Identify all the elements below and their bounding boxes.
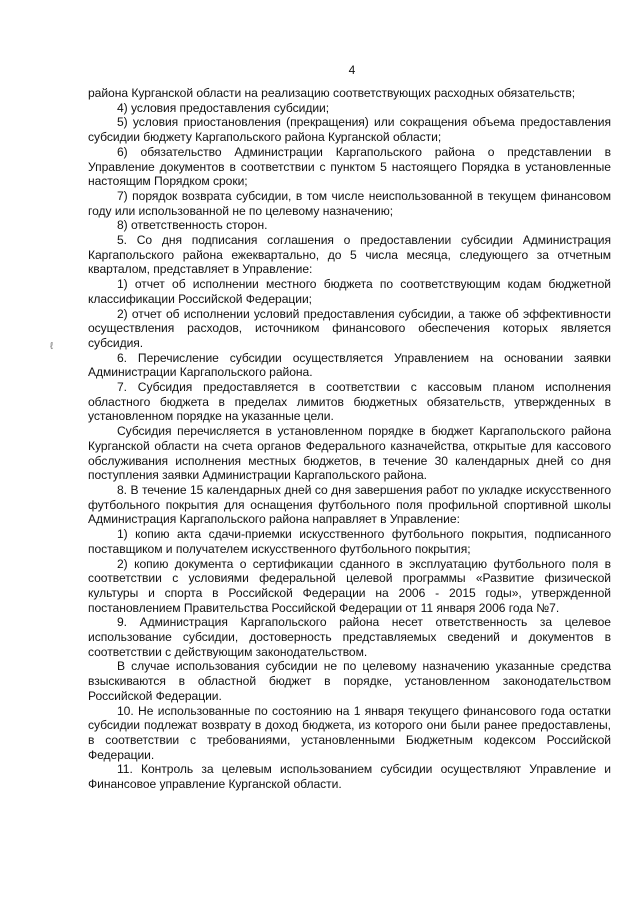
paragraph: 2) отчет об исполнении условий предоставления субсидии, а также об эффективности осуществления расходов, источником финансового обеспечения которых является субсидия. (88, 306, 611, 350)
paragraph: 4) условия предоставления субсидии; (117, 100, 330, 115)
paragraph: 11. Контроль за целевым использованием субсидии осуществляют Управление и Финансовое управление Курганской области. (88, 762, 611, 792)
paragraph: 1) отчет об исполнении местного бюджета по соответствующим кодам бюджетной классификации Российской Федерации; (88, 277, 611, 306)
paragraph: 5. Со дня подписания соглашения о предоставлении субсидии Администрация Каргапольского района ежеквартально, до 5 числа месяца, следующего за отчетным кварталом, представляет в Управление: (88, 233, 611, 277)
paragraph: Субсидия перечисляется в установленном порядке в бюджет Каргапольского района Курганской области на счета органов Федерального казначейства, открытые для кассового обслуживания исполнения местных бюджетов, в течение 30 календарных дней со дня поступления заявки Администрации Каргапольского района. (88, 424, 611, 483)
paragraph: 7) порядок возврата субсидии, в том числе неиспользованной в текущем финансовом году или использованной не по целевому назначению; (88, 188, 611, 218)
paragraph: В случае использования субсидии не по целевому назначению указанные средства взыскиваются в областной бюджет в порядке, установленном законодательством Российской Федерации. (88, 659, 611, 703)
paragraph: 7. Субсидия предоставляется в соответствии с кассовым планом исполнения областного бюджета в пределах лимитов бюджетных обязательств, утвержденных в установленном порядке на указанные цели. (88, 380, 611, 424)
paragraph: 5) условия приостановления (прекращения) или сокращения объема предоставления субсидии бюджету Каргапольского района Курганской области; (88, 115, 611, 145)
page-number: 4 (348, 63, 356, 77)
paragraph: 9. Администрация Каргапольского района несет ответственность за целевое использование субсидии, достоверность представляемых сведений и документов в соответствии с действующим законодательством. (88, 615, 611, 659)
paragraph: 8) ответственность сторон. (117, 218, 268, 233)
margin-mark: ℓ (50, 341, 54, 352)
paragraph: района Курганской области на реализацию соответствующих расходных обязательств; (88, 86, 576, 100)
paragraph: 2) копию документа о сертификации сданного в эксплуатацию футбольного поля в соответствии с условиями федеральной целевой программы «Развитие физической культуры и спорта в Российской Федерации на 2006 - 2015 годы», утвержденной постановлением Правительства Российской Федерации от 11 января 2006 года №7. (88, 556, 611, 615)
paragraph: 6. Перечисление субсидии осуществляется Управлением на основании заявки Администрации Каргапольского района. (88, 350, 611, 380)
document-body (88, 86, 611, 792)
paragraph: 6) обязательство Администрации Каргапольского района о представлении в Управление документов в соответствии с пунктом 5 настоящего Порядка в установленные настоящим Порядком сроки; (88, 144, 611, 189)
paragraph: 1) копию акта сдачи-приемки искусственного футбольного покрытия, подписанного поставщиком и получателем искусственного футбольного покрытия; (88, 527, 611, 556)
paragraph: 10. Не использованные по состоянию на 1 января текущего финансового года остатки субсидии подлежат возврату в доход бюджета, из которого они были ранее предоставлены, в соответствии с требованиями, установленными Бюджетным кодексом Российской Федерации. (88, 703, 611, 762)
paragraph: 8. В течение 15 календарных дней со дня завершения работ по укладке искусственного футбольного покрытия для оснащения футбольного поля профильной спортивной школы Администрация Каргапольского района направляет в Управление: (88, 482, 611, 527)
